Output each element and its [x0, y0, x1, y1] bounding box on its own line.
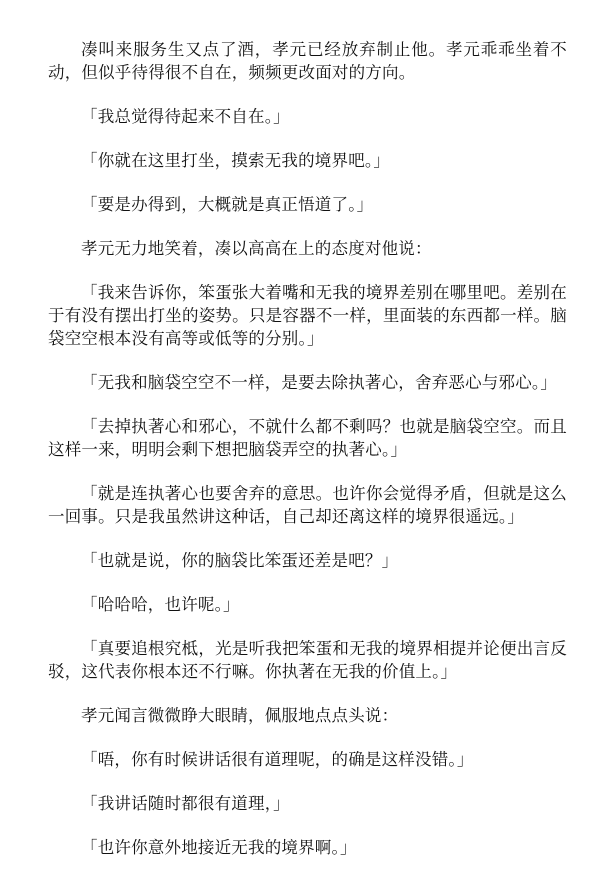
- paragraph-5: 孝元无力地笑着，凑以高高在上的态度对他说：: [81, 239, 432, 258]
- paragraph-13: 孝元闻言微微睁大眼睛，佩服地点点头说：: [81, 706, 399, 725]
- paragraph-4: 「要是办得到，大概就是真正悟道了。」: [81, 195, 374, 214]
- paragraph-1: 凑叫来服务生又点了酒，孝元已经放弃制止他。孝元乖乖坐着不动，但似乎待得很不自在，频频更改面对的方向。: [48, 40, 567, 82]
- paragraph-14: 「唔，你有时候讲话很有道理呢，的确是这样没错。」: [81, 750, 474, 769]
- paragraph-9: 「就是连执著心也要舍弃的意思。也许你会觉得矛盾，但就是这么一回事。只是我虽然讲这种话，自己却还离这样的境界很遥远。」: [48, 484, 567, 526]
- paragraph-12: 「真要追根究柢，光是听我把笨蛋和无我的境界相提并论便出言反驳，这代表你根本还不行嘛。你执著在无我的价值上。」: [48, 639, 567, 681]
- paragraph-16: 「也许你意外地接近无我的境界啊。」: [81, 838, 357, 857]
- paragraph-3: 「你就在这里打坐，摸索无我的境界吧。」: [81, 151, 391, 170]
- paragraph-7: 「无我和脑袋空空不一样，是要去除执著心，舍弃恶心与邪心。」: [81, 373, 558, 392]
- paragraph-10: 「也就是说，你的脑袋比笨蛋还差是吧？」: [81, 551, 399, 570]
- paragraph-11: 「哈哈哈，也许呢。」: [81, 595, 240, 614]
- paragraph-15: 「我讲话随时都很有道理，」: [81, 794, 290, 813]
- paragraph-6: 「我来告诉你，笨蛋张大着嘴和无我的境界差别在哪里吧。差别在于有没有摆出打坐的姿势。只是容器不一样，里面装的东西都一样。脑袋空空根本没有高等或低等的分别。」: [48, 283, 567, 348]
- paragraph-2: 「我总觉得待起来不自在。」: [81, 107, 290, 126]
- paragraph-8: 「去掉执著心和邪心，不就什么都不剩吗？也就是脑袋空空。而且这样一来，明明会剩下想把脑袋弄空的执著心。」: [48, 417, 567, 459]
